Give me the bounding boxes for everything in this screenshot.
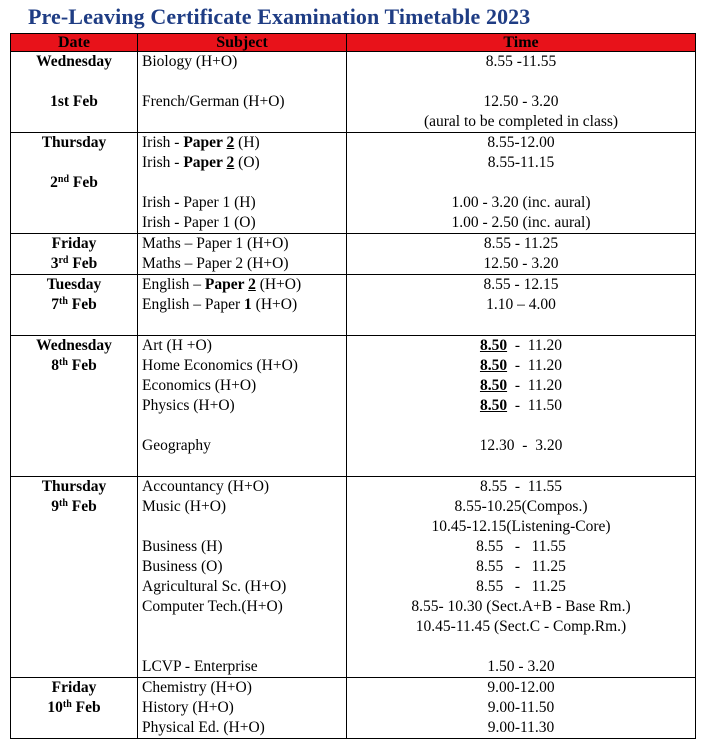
time-item: 9.00-12.00 (487, 679, 555, 696)
subject-item: Economics (H+O) (142, 377, 257, 394)
exam-day-row (11, 477, 696, 678)
timetable (10, 33, 696, 739)
date-suffix: nd (57, 174, 70, 185)
subject-cell (138, 275, 347, 336)
time-item: 10.45-11.45 (Sect.C - Comp.Rm.) (415, 618, 627, 635)
time-cell (347, 678, 696, 739)
time-item: 8.55 - 11.25 (476, 558, 566, 575)
header-time: Time (347, 34, 696, 52)
date-month: Feb (72, 174, 98, 191)
subject-item: Geography (142, 437, 211, 454)
time-item: 8.55- 10.30 (Sect.A+B - Base Rm.) (411, 598, 631, 615)
subject-item: Business (O) (142, 558, 223, 575)
subject-item: Physics (H+O) (142, 397, 235, 414)
time-cell (347, 234, 696, 275)
date-cell (11, 477, 138, 678)
time-item: 12.50 - 3.20 (483, 255, 559, 272)
time-note: (aural to be completed in class) (423, 113, 619, 130)
subject-item: History (H+O) (142, 699, 234, 716)
subject-item: Irish - Paper 2 (O) (142, 154, 260, 171)
time-item: 12.50 - 3.20 (483, 93, 559, 110)
date-cell (11, 133, 138, 234)
time-cell (347, 336, 696, 477)
day-name: Friday (51, 679, 97, 696)
subject-item: Biology (H+O) (142, 53, 238, 70)
header-date: Date (11, 34, 138, 52)
day-date (11, 356, 137, 376)
time-item: 8.55 - 11.55 (476, 538, 566, 555)
time-cell (347, 275, 696, 336)
day-name: Tuesday (46, 276, 102, 293)
date-month: Feb (75, 699, 101, 716)
day-date (11, 295, 137, 315)
time-item: 8.55 - 11.25 (483, 235, 559, 252)
time-item: 10.45-12.15(Listening-Core) (431, 518, 611, 535)
time-item: 1.10 – 4.00 (486, 296, 556, 313)
time-item: 8.55 - 12.15 (483, 276, 559, 293)
subject-cell (138, 678, 347, 739)
date-day: 3 (50, 255, 59, 272)
subject-item: Computer Tech.(H+O) (142, 598, 283, 615)
subject-item: English – Paper 2 (H+O) (142, 276, 302, 293)
time-cell (347, 477, 696, 678)
exam-day-row (11, 234, 696, 275)
date-day: 1st (50, 93, 70, 110)
page-title: Pre-Leaving Certificate Examination Timetable 2023 (28, 4, 531, 29)
day-name: Wednesday (36, 337, 112, 354)
exam-day-row (11, 275, 696, 336)
header-subject: Subject (138, 34, 347, 52)
time-item: 8.55-12.00 (487, 134, 555, 151)
subject-item: Irish - Paper 1 (H) (142, 194, 256, 211)
subject-item: Accountancy (H+O) (142, 478, 270, 495)
time-item: 8.55-10.25(Compos.) (454, 498, 588, 515)
date-cell (11, 336, 138, 477)
subject-cell (138, 52, 347, 133)
date-suffix: th (59, 498, 68, 509)
date-suffix: th (59, 357, 68, 368)
subject-item: Art (H +O) (142, 337, 212, 354)
subject-item: Business (H) (142, 538, 223, 555)
subject-item: Home Economics (H+O) (142, 357, 298, 374)
time-item: 8.50 - 11.50 (479, 397, 563, 414)
date-month: Feb (72, 93, 98, 110)
time-cell (347, 52, 696, 133)
date-month: Feb (71, 498, 97, 515)
time-item: 1.50 - 3.20 (487, 658, 555, 675)
day-date (11, 173, 137, 193)
day-name: Wednesday (36, 53, 112, 70)
day-date (11, 698, 137, 718)
subject-item: LCVP - Enterprise (142, 658, 258, 675)
date-day: 10 (47, 699, 63, 716)
day-date (11, 92, 137, 112)
date-cell (11, 678, 138, 739)
time-item: 12.30 - 3.20 (479, 437, 563, 454)
date-cell (11, 234, 138, 275)
exam-day-row (11, 336, 696, 477)
subject-cell (138, 133, 347, 234)
subject-cell (138, 234, 347, 275)
subject-item: Maths – Paper 1 (H+O) (142, 235, 289, 252)
subject-item: Maths – Paper 2 (H+O) (142, 255, 289, 272)
time-cell (347, 133, 696, 234)
time-item: 8.55-11.15 (487, 154, 555, 171)
subject-cell (138, 477, 347, 678)
date-cell (11, 52, 138, 133)
day-name: Thursday (41, 134, 107, 151)
time-item: 8.50 - 11.20 (479, 337, 563, 354)
exam-day-row (11, 678, 696, 739)
date-suffix: th (59, 296, 68, 307)
subject-item: Physical Ed. (H+O) (142, 719, 265, 736)
date-month: Feb (72, 255, 98, 272)
day-name: Friday (51, 235, 97, 252)
subject-item: Irish - Paper 2 (H) (142, 134, 260, 151)
date-cell (11, 275, 138, 336)
day-date (11, 254, 137, 274)
day-date (11, 497, 137, 517)
date-day: 9 (51, 498, 59, 515)
date-suffix: rd (58, 255, 69, 266)
subject-item: Irish - Paper 1 (O) (142, 214, 256, 231)
time-item: 8.55 - 11.25 (476, 578, 566, 595)
subject-item: Music (H+O) (142, 498, 227, 515)
exam-day-row (11, 133, 696, 234)
time-item: 9.00-11.50 (487, 699, 555, 716)
subject-item: English – Paper 1 (H+O) (142, 296, 298, 313)
date-day: 8 (51, 357, 59, 374)
time-item: 8.50 - 11.20 (479, 377, 563, 394)
date-day: 7 (51, 296, 59, 313)
subject-item: French/German (H+O) (142, 93, 285, 110)
time-item: 8.50 - 11.20 (479, 357, 563, 374)
day-name: Thursday (41, 478, 107, 495)
date-month: Feb (71, 296, 97, 313)
subject-item: Agricultural Sc. (H+O) (142, 578, 287, 595)
time-item: 8.55 -11.55 (485, 53, 557, 70)
date-month: Feb (71, 357, 97, 374)
subject-item: Chemistry (H+O) (142, 679, 252, 696)
exam-day-row (11, 52, 696, 133)
time-item: 8.55 - 11.55 (479, 478, 563, 495)
time-item: 9.00-11.30 (487, 719, 555, 736)
time-item: 1.00 - 2.50 (inc. aural) (451, 214, 591, 231)
date-suffix: th (62, 699, 72, 710)
time-item: 1.00 - 3.20 (inc. aural) (451, 194, 591, 211)
subject-cell (138, 336, 347, 477)
date-day: 2 (50, 174, 58, 191)
header-row (11, 34, 696, 52)
